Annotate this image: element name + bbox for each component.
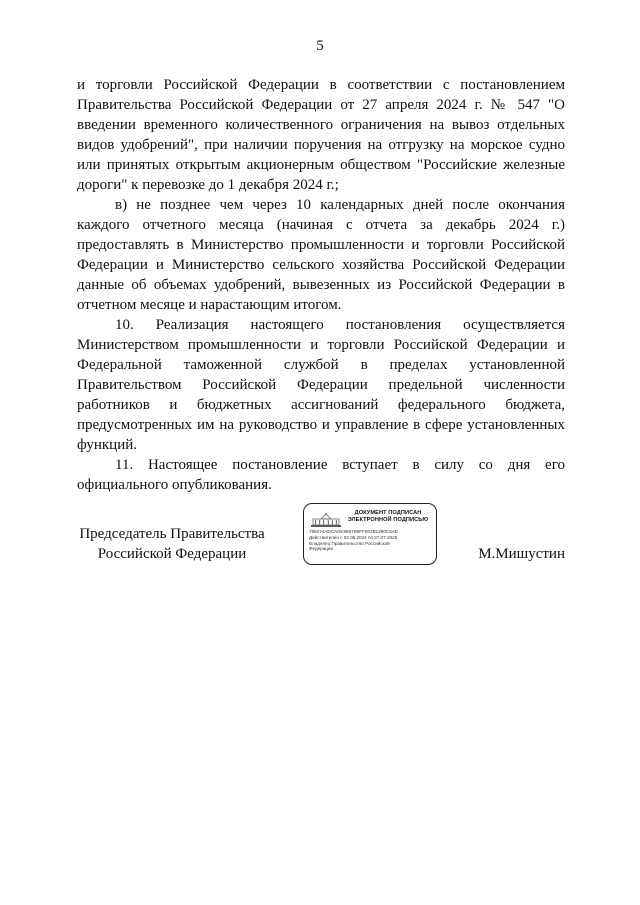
signatory-position-line1: Председатель Правительства	[79, 526, 265, 542]
stamp-validity: Действителен с 03.05.2024 по 27.07.2025	[309, 534, 398, 540]
signatory-name: М.Мишустин	[478, 546, 565, 562]
stamp-certificate: 798274ADCADE8967B9FF003B1290C5AE	[309, 529, 398, 534]
document-body	[77, 75, 565, 495]
page-number: 5	[316, 38, 324, 54]
electronic-signature-stamp	[303, 503, 437, 565]
stamp-title-line1: ДОКУМЕНТ ПОДПИСАН	[354, 510, 422, 516]
signatory-position	[77, 524, 267, 564]
paragraph-11: 11. Настоящее постановление вступает в силу со дня его официального опубликования.	[77, 457, 565, 493]
stamp-owner-line1: Владелец Правительство Российской	[309, 540, 390, 546]
paragraph-continuation: и торговли Российской Федерации в соответствии с постановлением Правительства Российской Федерации от 27 апреля 2024 г. № 547 "О введении временного количественного ограничения на вывоз отдельных видов удобрений", при наличии поручения на отгрузку на морское судно или принятых открытым акционерным обществом "Российские железные дороги" к перевозке до 1 декабря 2024 г.;	[77, 77, 565, 193]
stamp-title	[344, 510, 432, 524]
stamp-owner-line2: Федерации	[309, 546, 334, 552]
paragraph-10: 10. Реализация настоящего постановления осуществляется Министерством промышленности и торговли Российской Федерации и Федеральной таможенной службой в пределах установленной Правительством Российской Федерации предельной численности работников и бюджетных ассигнований федерального бюджета, предусмотренных им на руководство и управление в сфере установленных функций.	[77, 317, 565, 453]
building-emblem-icon	[311, 513, 341, 527]
stamp-details	[309, 529, 433, 552]
paragraph-item-v: в) не позднее чем через 10 календарных дней после окончания каждого отчетного месяца (начиная с отчета за декабрь 2024 г.) предоставлять в Министерство промышленности и торговли Российской Федерации и Министерство сельского хозяйства Российской Федерации данные об объемах удобрений, вывезенных из Российской Федерации в отчетном месяце и нарастающим итогом.	[77, 197, 565, 313]
stamp-title-line2: ЭЛЕКТРОННОЙ ПОДПИСЬЮ	[347, 517, 429, 523]
signatory-position-line2: Российской Федерации	[97, 546, 247, 562]
